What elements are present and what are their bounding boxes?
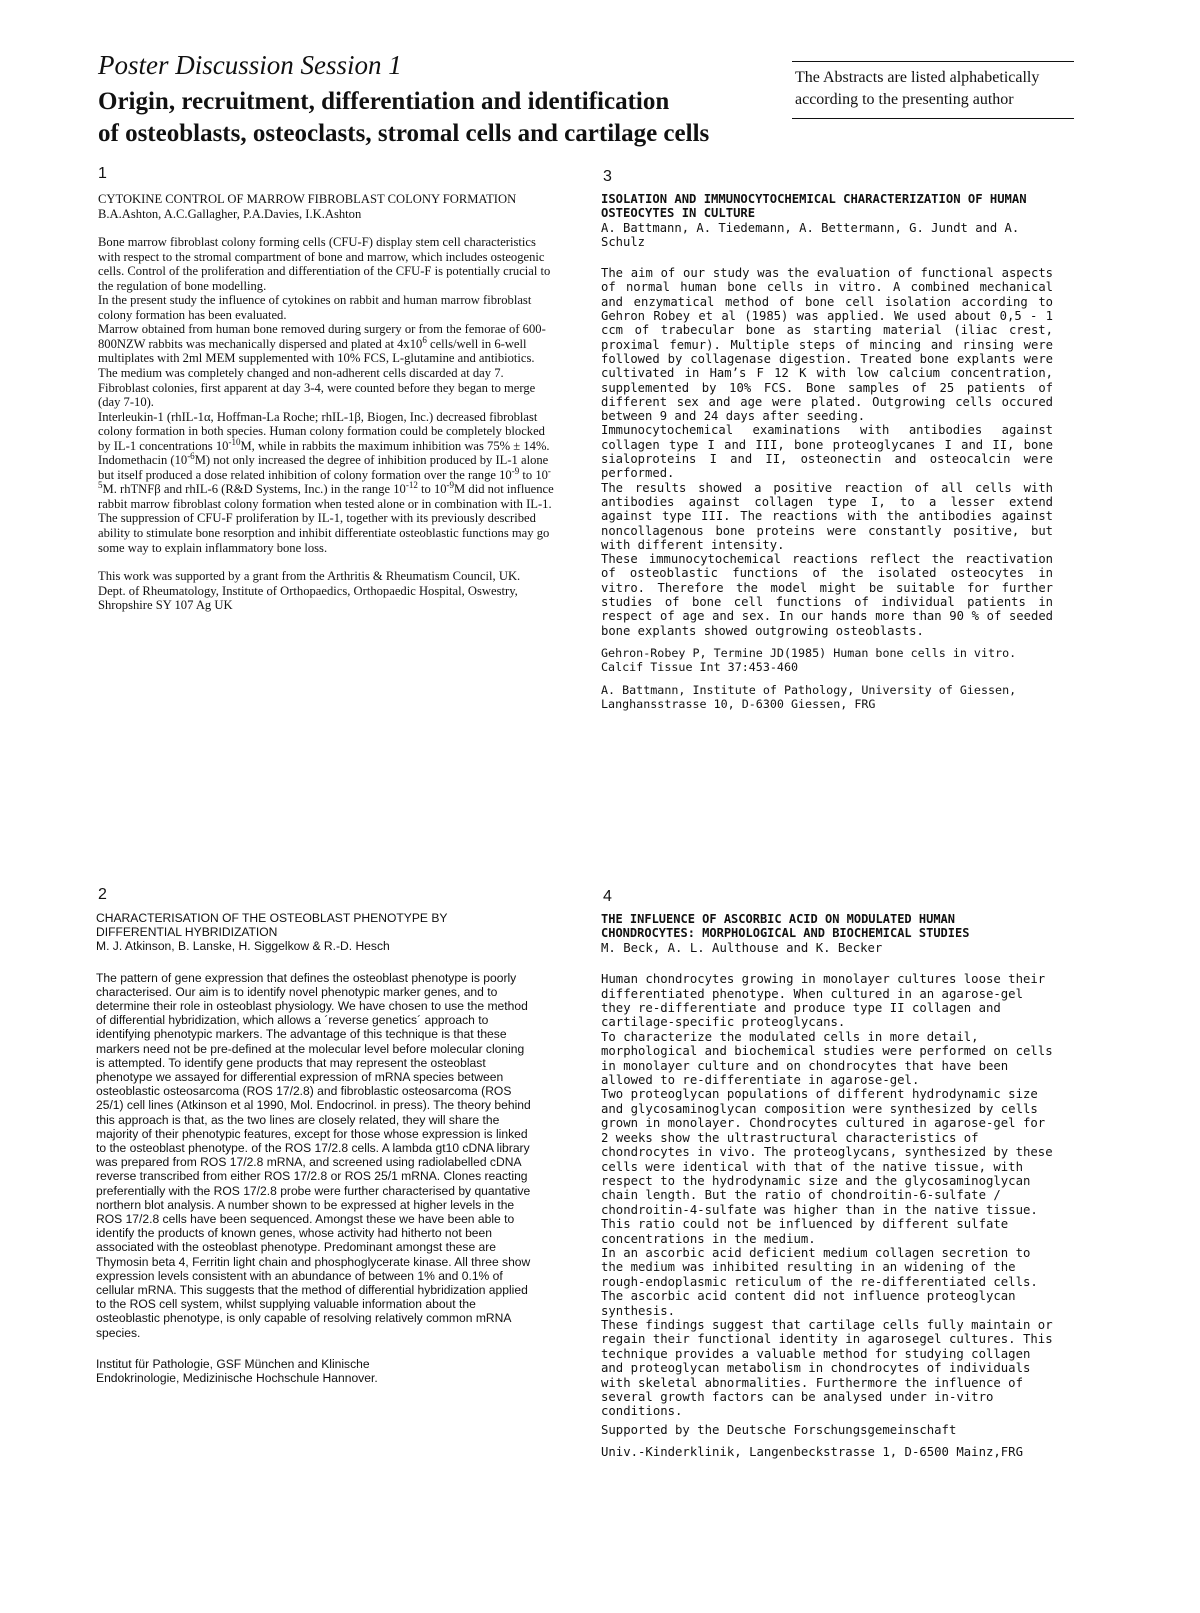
abstract-4-title-line2: CHONDROCYTES: MORPHOLOGICAL AND BIOCHEMICAL STUDIES	[601, 926, 970, 941]
abstract-4-paragraph-4: In an ascorbic acid deficient medium collagen secretion to the medium was inhibited resulting in an widening of the rough-endoplasmic reticulum of the re-differentiated cells. The ascorbic acid content did not influence proteoglycan synthesis.	[601, 1245, 1038, 1318]
listing-note-line1: The Abstracts are listed alphabetically	[795, 69, 1040, 86]
abstract-3-paragraph-1: The aim of our study was the evaluation of functional aspects of normal human bone cells in vitro. A combined mechanical and enzymatical method of bone cell isolation according to Gehron Robey et al (1985) was applied. We used about 0,5 - 1 ccm of trabecular bone as starting material (iliac crest, proximal femur). Multiple steps of mincing and rinsing were followed by collagenase digestion. Treated bone explants were cultivated in Ham’s F 12 K with low calcium concentration, supplemented by 10% FCS. Bone samples of 25 patients of different sex and age were plated. Outgrowing cells occured between 9 and 24 days after seeding.	[601, 266, 1053, 424]
abstract-1-paragraph-1: Bone marrow fibroblast colony forming cells (CFU-F) display stem cell characteristics with respect to the stromal compartment of bone and marrow, which includes osteogenic cells. Control of the proliferation and differentiation of the CFU-F is potentially crucial to the regulation of bone modelling.	[98, 235, 551, 293]
abstract-2	[96, 911, 536, 1385]
abstract-3-title: ISOLATION AND IMMUNOCYTOCHEMICAL CHARACTERIZATION OF HUMAN OSTEOCYTES IN CULTURE	[601, 192, 1027, 221]
abstract-2-affiliation-line2: Endokrinologie, Medizinische Hochschule Hannover.	[96, 1371, 378, 1386]
abstract-3-reference: Gehron-Robey P, Termine JD(1985) Human bone cells in vitro. Calcif Tissue Int 37:453-460	[601, 645, 1017, 675]
abstract-1	[98, 192, 556, 613]
listing-note	[795, 67, 1085, 111]
header-rule-top	[792, 61, 1074, 62]
abstract-4-paragraph-3: Two proteoglycan populations of different hydrodynamic size and glycosaminoglycan composition were synthesized by cells grown in monolayer. Chondrocytes cultured in agarose-gel for 2 weeks show the ultrastructural characteristics of chondrocytes in vivo. The proteoglycans, synthesized by these cells were identical with that of the native tissue, with respect to the hydrodynamic size and the glycosaminoglycan chain length. But the ratio of chondroitin-6-sulfate / chondroitin-4-sulfate was higher than in the native tissue. This ratio could not be influenced by different sulfate concentrations in the medium.	[601, 1087, 1053, 1246]
abstract-4-number: 4	[603, 888, 612, 905]
abstract-1-paragraph-5: The suppression of CFU-F proliferation by IL-1, together with its previously described ability to stimulate bone resorption and inhibit differentiate osteoblastic functions may go some way to explain inflammatory bone loss.	[98, 511, 550, 555]
abstract-1-title: CYTOKINE CONTROL OF MARROW FIBROBLAST COLONY FORMATION	[98, 192, 517, 206]
session-heading: Poster Discussion Session 1	[98, 50, 402, 80]
abstract-1-acknowledgement: This work was supported by a grant from the Arthritis & Rheumatism Council, UK.	[98, 569, 521, 584]
abstract-4-paragraph-5: These findings suggest that cartilage cells fully maintain or regain their functional identity in agarosegel cultures. This technique provides a valuable method for studying collagen and proteoglycan metabolism in chondrocytes of individuals with skeletal abnormalities. Furthermore the influence of several growth factors can be analysed under in-vitro conditions.	[601, 1317, 1053, 1419]
abstract-1-paragraph-3: Marrow obtained from human bone removed during surgery or from the femorae of 600-800NZW rabbits was mechanically dispersed and plated at $4x10^6$ cells/well in 6-well multiplates with 2ml MEM supplemented with 10% FCS, L-glutamine and antibiotics. The medium was completely changed and non-adherent cells discarded at day 7. Fibroblast colonies, first apparent at day 3-4, were counted before they began to merge (day 7-10).	[98, 322, 546, 410]
abstract-2-number: 2	[98, 886, 107, 903]
header-rule-bottom	[792, 118, 1074, 119]
abstract-1-paragraph-4: Interleukin-1 (rhIL-1α, Hoffman-La Roche; rhIL-1β, Biogen, Inc.) decreased fibroblast colony formation in both species. Human colony formation could be completely blocked by IL-1 concentrations $10^{-10}M$, while in rabbits the maximum inhibition was 75% ± 14%. Indomethacin $(10^{-6}M)$ not only increased the degree of inhibition produced by IL-1 alone but itself produced a dose related inhibition of colony formation over the range $10^{-9}$ to $10^{-5}M$. rhTNFβ and rhIL-6 (R&D Systems, Inc.) in the range $10^{-12}$ to $10^{-9}M$ did not influence rabbit marrow fibroblast colony formation when tested alone or in combination with IL-1.	[98, 409, 554, 511]
abstract-4-paragraph-2: To characterize the modulated cells in more detail, morphological and biochemical studies were performed on cells in monolayer culture and on chondrocytes that have been allowed to re-differentiate in agarose-gel.	[601, 1029, 1053, 1088]
abstract-3-paragraph-4: These immunocytochemical reactions reflect the reactivation of osteoblastic functions of the isolated osteocytes in vitro. Therefore the model might be suitable for further studies of bone cell functions of individual patients in respect of age and sex. In our hands more than 90 % of seeded bone explants showed outgrowing osteoblasts.	[601, 552, 1053, 638]
abstract-1-paragraph-2: In the present study the influence of cytokines on rabbit and human marrow fibroblast colony formation has been evaluated.	[98, 293, 532, 322]
abstract-1-affiliation: Dept. of Rheumatology, Institute of Orthopaedics, Orthopaedic Hospital, Oswestry, Shropshire SY 107 Ag UK	[98, 583, 518, 613]
abstract-2-authors: M. J. Atkinson, B. Lanske, H. Siggelkow & R.-D. Hesch	[96, 939, 390, 954]
session-title-line2: of osteoblasts, osteoclasts, stromal cells and cartilage cells	[98, 120, 710, 147]
abstract-3-authors: A. Battmann, A. Tiedemann, A. Bettermann, G. Jundt and A. Schulz	[601, 220, 1020, 249]
abstract-1-authors: B.A.Ashton, A.C.Gallagher, P.A.Davies, I.K.Ashton	[98, 206, 362, 221]
abstract-4-support: Supported by the Deutsche Forschungsgemeinschaft	[601, 1422, 957, 1437]
session-title	[98, 86, 738, 150]
abstract-3-paragraph-2: Immunocytochemical examinations with antibodies against collagen type I and III, bone proteoglycanes I and II, bone sialoproteins I and II, osteonectin and osteocalcin were performed.	[601, 423, 1053, 481]
abstract-4-affiliation: Univ.-Kinderklinik, Langenbeckstrasse 1, D-6500 Mainz,FRG	[601, 1445, 1023, 1460]
abstract-4-title-line1: THE INFLUENCE OF ASCORBIC ACID ON MODULATED HUMAN	[601, 912, 956, 926]
listing-note-line2: according to the presenting author	[795, 91, 1014, 108]
abstract-2-title-line2: DIFFERENTIAL HYBRIDIZATION	[96, 925, 278, 940]
abstract-4	[601, 912, 1056, 1460]
abstract-3	[601, 192, 1053, 711]
abstract-4-paragraph-1: Human chondrocytes growing in monolayer cultures loose their differentiated phenotype. When cultured in an agarose-gel they re-differentiate and produce type II collagen and cartilage-specific proteoglycans.	[601, 972, 1046, 1030]
session-title-line1: Origin, recruitment, differentiation and identification	[98, 88, 670, 115]
abstract-3-number: 3	[603, 168, 612, 185]
abstract-1-number: 1	[98, 165, 107, 182]
abstract-3-affiliation: A. Battmann, Institute of Pathology, University of Giessen, Langhansstrasse 10, D-6300 Giessen, FRG	[601, 682, 1017, 711]
abstract-2-body: The pattern of gene expression that defines the osteoblast phenotype is poorly characterised. Our aim is to identify novel phenotypic marker genes, and to determine their role in osteoblast physiology. We have chosen to use the method of differential hybridization, which allows a ´reverse genetics´ approach to identifying phenotypic markers. The advantage of this technique is that these markers need not be pre-defined at the molecular level before molecular cloning is attempted. To identify gene products that may represent the osteoblast phenotype we assayed for differential expression of mRNA species between osteoblastic osteosarcoma (ROS 17/2.8) and fibroblastic osteosarcoma (ROS 25/1) cell lines (Atkinson et al 1990, Mol. Endocrinol. in press). The theory behind this approach is that, as the two lines are closely related, they will share the majority of their phenotypic features, except for those whose expression is linked to the osteoblast phenotype. of the ROS 17/2.8 cells. A lambda gt10 cDNA library was prepared from ROS 17/2.8 mRNA, and screened using radiolabelled cDNA reverse transcribed from either ROS 17/2.8 or ROS 25/1 mRNA. Clones reacting preferentially with the ROS 17/2.8 probe were further characterised by quantative northern blot analysis. A number shown to be expressed at higher levels in the ROS 17/2.8 cells have been sequenced. Amongst these we have been able to identify the products of known genes, whose activity had hitherto not been associated with the osteoblast phenotype. Predominant amongst these are Thymosin beta 4, Ferritin light chain and phosphoglycerate kinase. All three show expression levels consistent with an abundance of between 1% and 0.1% of cellular mRNA. This suggests that the method of differential hybridization applied to the ROS cell system, whilst supplying valuable information about the osteoblastic phenotype, is only capable of resolving relatively common mRNA species.	[96, 970, 531, 1340]
abstract-4-authors: M. Beck, A. L. Aulthouse and K. Becker	[601, 940, 883, 955]
abstract-2-title-line1: CHARACTERISATION OF THE OSTEOBLAST PHENOTYPE BY	[96, 911, 448, 925]
abstract-2-affiliation-line1: Institut für Pathologie, GSF München and Klinische	[96, 1356, 370, 1371]
abstract-3-paragraph-3: The results showed a positive reaction of all cells with antibodies against collagen type I, to a lesser extend against type III. The reactions with the antibodies against noncollagenous bone proteins were constantly positive, but with different intensity.	[601, 480, 1053, 552]
